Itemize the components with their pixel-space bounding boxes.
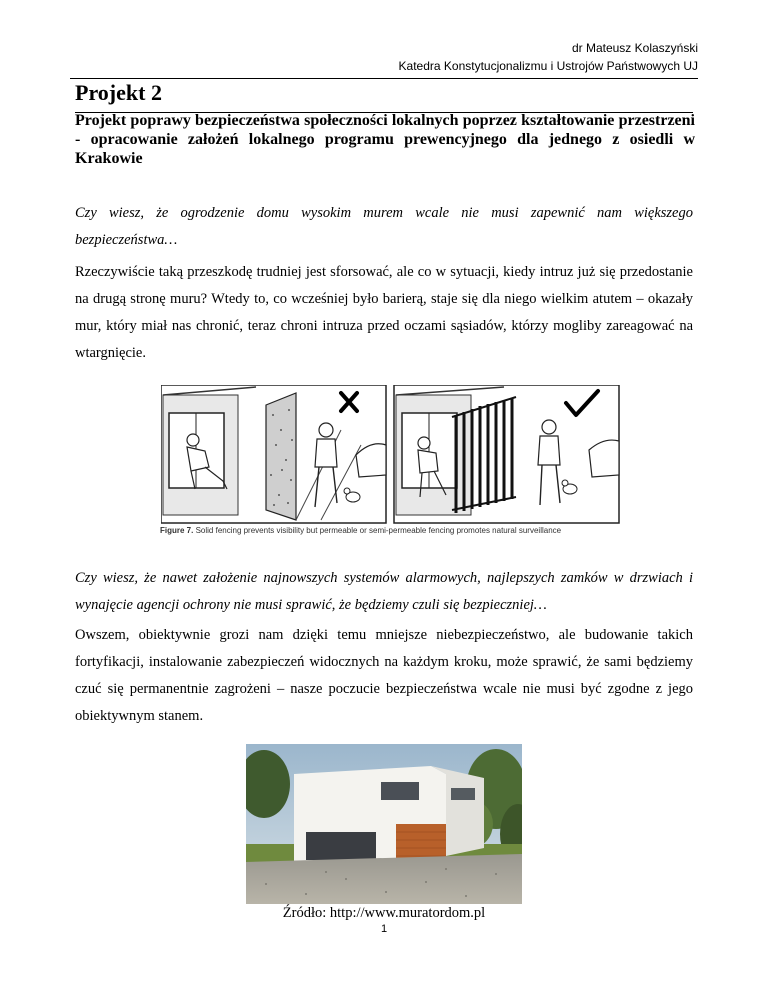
figure-caption: [160, 526, 630, 535]
figure-caption-text: Solid fencing prevents visibility but permeable or semi-permeable fencing promotes natural surveillance: [195, 526, 562, 535]
solid-fence-panel: [161, 385, 386, 523]
answer-paragraph-1: Rzeczywiście taką przeszkodę trudniej jest sforsować, ale co w sytuacji, kiedy intruz już się przedostanie na drugą stronę muru? Wtedy to, co wcześniej było barierą, staje się dla niego wielkim atutem – okazały mur, który miał nas chronić, teraz chroni intruza przed oczami sąsiadów, którzy mogliby zareagować na wtargnięcie.: [75, 264, 693, 361]
image-source: Źródło: http://www.muratordom.pl: [282, 905, 486, 921]
answer-paragraph-2: Owszem, obiektywnie grozi nam dzięki temu mniejsze niebezpieczeństwo, ale budowanie takich fortyfikacji, instalowanie zabezpieczeń widocznych na każdym kroku, może sprawić, że sami będziemy czuć się permanentnie zagrożeni – nasze poczucie bezpieczeństwa wcale nie musi być zgodne z jego obiektywnym stanem.: [75, 627, 693, 724]
permeable-fence-panel: [394, 385, 619, 523]
header-divider: [70, 78, 698, 79]
house-photo: [246, 744, 522, 904]
question-paragraph-2: Czy wiesz, że nawet założenie najnowszych systemów alarmowych, najlepszych zamków w drzwiach i wynajęcie agencji ochrony nie musi sprawić, że będziemy czuli się bezpieczniej…: [75, 570, 693, 613]
header-department: Katedra Konstytucjonalizmu i Ustrojów Państwowych UJ: [398, 59, 698, 73]
project-subtitle: Projekt poprawy bezpieczeństwa społeczności lokalnych poprzez kształtowanie przestrzeni - opracowanie założeń lokalnego programu prewencyjnego dla jednego z osiedli w Krakowie: [75, 112, 695, 167]
page-title: Projekt 2: [75, 80, 162, 105]
question-paragraph-1: Czy wiesz, że ogrodzenie domu wysokim murem wcale nie musi zapewnić nam większego bezpieczeństwa…: [75, 205, 693, 248]
header-author: dr Mateusz Kolaszyński: [571, 41, 698, 55]
fencing-illustration: [161, 385, 620, 525]
figure-label: Figure 7.: [160, 526, 194, 535]
page-number: 1: [380, 923, 388, 935]
